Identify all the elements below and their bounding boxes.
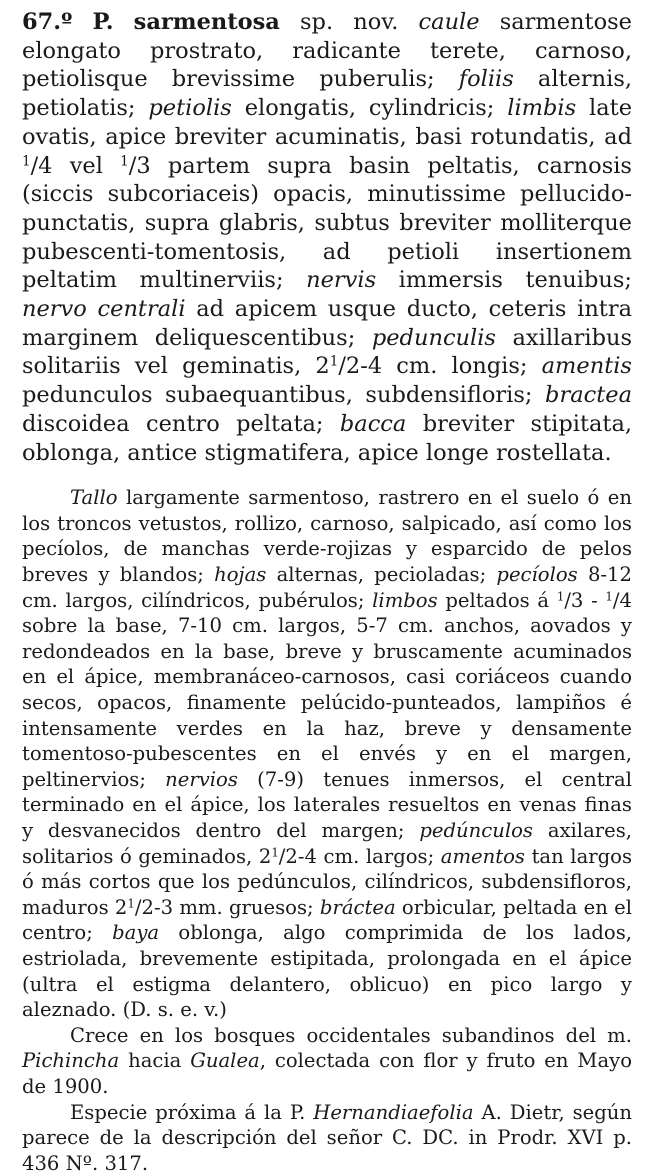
- term-foliis: foliis: [459, 66, 514, 92]
- species-number: 67.º: [22, 9, 72, 35]
- latin-text: late ovatis, apice breviter acuminatis, basi rotundatis, ad: [22, 95, 632, 150]
- species-epithet: sarmentosa: [134, 9, 280, 35]
- term-bacca: bacca: [340, 411, 406, 437]
- spanish-text: -4 cm. largos;: [298, 845, 434, 868]
- term-petiolis: petiolis: [148, 95, 231, 121]
- term-pedunculos: pedúnculos: [419, 819, 533, 842]
- latin-text: -4 cm. longis;: [360, 353, 527, 379]
- habitat-text: , colectada con flor y fruto en Mayo de 1900.: [22, 1049, 632, 1098]
- spanish-text: orbicular, peltada en el centro;: [22, 896, 632, 945]
- latin-text: sarmentose elongato prostrato, radicante terete, carnoso, petiolisque brevissime puberulis;: [22, 9, 632, 92]
- term-baya: baya: [112, 921, 159, 944]
- term-nervo-centrali: nervo centrali: [22, 296, 186, 322]
- habitat-text: hacia: [128, 1049, 181, 1072]
- term-tallo: Tallo: [70, 486, 118, 509]
- nomenclature-status: sp. nov.: [300, 9, 398, 35]
- latin-text: elongatis, cylindricis;: [245, 95, 495, 121]
- term-bractea: bractea: [545, 382, 632, 408]
- latin-text: ad apicem usque ducto, ceteris intra marginem deliquescentibus;: [22, 296, 632, 351]
- spanish-text: peltados á: [445, 589, 549, 612]
- latin-text: alternis, petiolatis;: [22, 66, 632, 121]
- spanish-text: -: [591, 589, 598, 612]
- fraction: $^1$/4: [605, 589, 632, 612]
- term-amentos: amentos: [441, 845, 525, 868]
- related-species: Hernandiaefolia: [313, 1101, 473, 1124]
- term-bractea-es: bráctea: [320, 896, 396, 919]
- spanish-text: alternas, pecioladas;: [277, 563, 487, 586]
- spanish-text: (7-9) tenues inmersos, el central terminado en el ápice, los laterales resueltos en venas finas y desvanecidos dentro del margen;: [22, 768, 632, 842]
- latin-text: immersis tenuibus;: [399, 267, 632, 293]
- latin-text: discoidea centro peltata;: [22, 411, 324, 437]
- fraction: $^1$/3: [120, 153, 151, 179]
- latin-text: partem supra basin peltatis, carnosis (siccis subcoriaceis) opacis, minutissime pellucido-punctatis, supra glabris, subtus breviter molliterque pubescenti-tomentosis, ad petioli insertionem peltatim multinerviis;: [22, 153, 632, 294]
- term-nervios: nervios: [165, 768, 238, 791]
- term-limbos: limbos: [372, 589, 438, 612]
- fraction: $^1$/2: [330, 353, 361, 379]
- term-limbis: limbis: [507, 95, 576, 121]
- term-caule: caule: [419, 9, 480, 35]
- locality-pichincha: Pichincha: [22, 1049, 119, 1072]
- latin-text: vel: [70, 153, 103, 179]
- affinity-paragraph: [22, 1100, 632, 1176]
- affinity-text: A. Dietr, según parece de la descripción del señor C. DC. in Prodr. XVI p. 436 Nº. 317.: [22, 1101, 632, 1175]
- habitat-text: Crece en los bosques occidentales subandinos del m.: [70, 1024, 632, 1047]
- latin-description: [22, 8, 632, 467]
- term-peciolos: pecíolos: [496, 563, 577, 586]
- habitat-paragraph: [22, 1023, 632, 1100]
- spanish-text: 8-12 cm. largos, cilíndricos, pubérulos;: [22, 563, 632, 612]
- fraction: $^1$/2: [271, 845, 298, 868]
- spanish-text: tan largos ó más cortos que los pedúnculos, cilíndricos, subdensifloros, maduros 2: [22, 845, 632, 919]
- affinity-text: Especie próxima á la P.: [70, 1101, 305, 1124]
- spanish-description: [22, 485, 632, 1022]
- genus-abbrev: P.: [93, 9, 114, 35]
- fraction: $^1$/3: [557, 589, 584, 612]
- latin-text: pedunculos subaequantibus, subdensifloris;: [22, 382, 532, 408]
- term-hojas: hojas: [214, 563, 266, 586]
- spanish-text: axilares, solitarios ó geminados, 2: [22, 819, 632, 868]
- fraction: $^1$/2: [127, 896, 154, 919]
- spanish-text: -3 mm. gruesos;: [154, 896, 314, 919]
- term-amentis: amentis: [542, 353, 632, 379]
- term-nervis: nervis: [306, 267, 376, 293]
- term-pedunculis: pedunculis: [372, 325, 496, 351]
- locality-gualea: Gualea: [190, 1049, 260, 1072]
- document-page: [22, 8, 632, 1176]
- latin-text: breviter stipitata, oblonga, antice stigmatifera, apice longe rostellata.: [22, 411, 632, 466]
- spanish-text: largamente sarmentoso, rastrero en el suelo ó en los troncos vetustos, rollizo, carnoso, salpicado, así como los pecíolos, de manchas verde-rojizas y esparcido de pelos breves y blandos;: [22, 486, 632, 586]
- latin-text: axillaribus solitariis vel geminatis, 2: [22, 325, 632, 380]
- spanish-text: sobre la base, 7-10 cm. largos, 5-7 cm. anchos, aovados y redondeados en la base, breve y bruscamente acuminados en el ápice, membranáceo-carnosos, casi coriáceos cuando secos, opacos, finamente pelúcido-punteados, lampiños é intensamente verdes en la haz, breve y densamente tomentoso-pubescentes en el envés y en el margen, peltinervios;: [22, 614, 632, 791]
- spanish-text: oblonga, algo comprimida de los lados, estriolada, brevemente estipitada, prolongada en el ápice (ultra el estigma delantero, oblicuo) en pico largo y aleznado. (D. s. e. v.): [22, 921, 632, 1021]
- fraction: $^1$/4: [22, 153, 53, 179]
